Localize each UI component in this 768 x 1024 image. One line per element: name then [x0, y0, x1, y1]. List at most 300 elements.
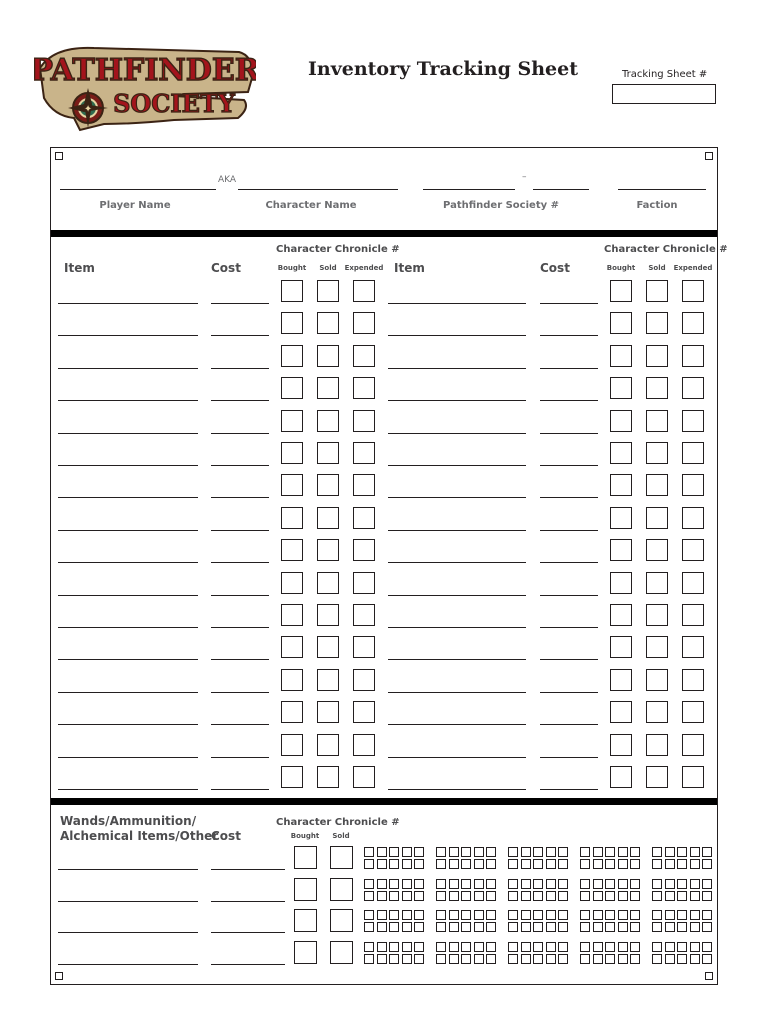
sold-checkbox[interactable]: [317, 474, 339, 496]
item-name-field[interactable]: [58, 335, 198, 336]
bought-checkbox[interactable]: [281, 377, 303, 399]
item-cost-field[interactable]: [211, 595, 269, 596]
charge-checkbox[interactable]: [377, 922, 387, 932]
bought-checkbox[interactable]: [610, 442, 632, 464]
item-name-field[interactable]: [388, 400, 526, 401]
item-cost-field[interactable]: [540, 659, 598, 660]
charge-checkbox[interactable]: [546, 954, 556, 964]
sold-checkbox[interactable]: [317, 572, 339, 594]
charge-checkbox[interactable]: [630, 847, 640, 857]
charge-checkbox[interactable]: [652, 910, 662, 920]
charge-checkbox[interactable]: [449, 879, 459, 889]
charge-checkbox[interactable]: [461, 859, 471, 869]
sold-checkbox[interactable]: [317, 604, 339, 626]
bought-checkbox[interactable]: [610, 410, 632, 432]
sold-checkbox[interactable]: [646, 345, 668, 367]
item-cost-field[interactable]: [540, 692, 598, 693]
item-cost-field[interactable]: [540, 303, 598, 304]
item-cost-field[interactable]: [540, 400, 598, 401]
bought-checkbox[interactable]: [610, 701, 632, 723]
charge-checkbox[interactable]: [580, 879, 590, 889]
player-name-field[interactable]: [60, 189, 216, 190]
charge-checkbox[interactable]: [486, 954, 496, 964]
charge-checkbox[interactable]: [521, 954, 531, 964]
charge-checkbox[interactable]: [605, 954, 615, 964]
charge-checkbox[interactable]: [402, 859, 412, 869]
charge-checkbox[interactable]: [414, 942, 424, 952]
charge-checkbox[interactable]: [461, 879, 471, 889]
bought-checkbox[interactable]: [294, 909, 317, 932]
charge-checkbox[interactable]: [652, 847, 662, 857]
expended-checkbox[interactable]: [682, 572, 704, 594]
charge-checkbox[interactable]: [618, 879, 628, 889]
bought-checkbox[interactable]: [281, 410, 303, 432]
sold-checkbox[interactable]: [317, 312, 339, 334]
charge-checkbox[interactable]: [618, 922, 628, 932]
sold-checkbox[interactable]: [330, 941, 353, 964]
bought-checkbox[interactable]: [281, 280, 303, 302]
charge-checkbox[interactable]: [665, 942, 675, 952]
sold-checkbox[interactable]: [317, 410, 339, 432]
bought-checkbox[interactable]: [281, 345, 303, 367]
bought-checkbox[interactable]: [610, 280, 632, 302]
charge-checkbox[interactable]: [389, 910, 399, 920]
item-name-field[interactable]: [388, 757, 526, 758]
charge-checkbox[interactable]: [702, 922, 712, 932]
charge-checkbox[interactable]: [546, 879, 556, 889]
charge-checkbox[interactable]: [377, 910, 387, 920]
charge-checkbox[interactable]: [474, 847, 484, 857]
charge-checkbox[interactable]: [652, 879, 662, 889]
sold-checkbox[interactable]: [646, 474, 668, 496]
bought-checkbox[interactable]: [610, 604, 632, 626]
expended-checkbox[interactable]: [353, 572, 375, 594]
sold-checkbox[interactable]: [646, 604, 668, 626]
charge-checkbox[interactable]: [486, 847, 496, 857]
charge-checkbox[interactable]: [605, 922, 615, 932]
charge-checkbox[interactable]: [690, 847, 700, 857]
item-name-field[interactable]: [388, 724, 526, 725]
charge-checkbox[interactable]: [508, 859, 518, 869]
charge-checkbox[interactable]: [618, 847, 628, 857]
item-cost-field[interactable]: [211, 724, 269, 725]
sold-checkbox[interactable]: [646, 507, 668, 529]
charge-checkbox[interactable]: [580, 910, 590, 920]
sold-checkbox[interactable]: [317, 669, 339, 691]
expended-checkbox[interactable]: [682, 604, 704, 626]
bought-checkbox[interactable]: [281, 636, 303, 658]
item-name-field[interactable]: [58, 659, 198, 660]
charge-checkbox[interactable]: [474, 922, 484, 932]
expended-checkbox[interactable]: [682, 442, 704, 464]
charge-checkbox[interactable]: [486, 879, 496, 889]
charge-checkbox[interactable]: [630, 954, 640, 964]
item-cost-field[interactable]: [540, 562, 598, 563]
expended-checkbox[interactable]: [353, 669, 375, 691]
item-name-field[interactable]: [388, 789, 526, 790]
charge-checkbox[interactable]: [449, 942, 459, 952]
society-number-prefix-field[interactable]: [423, 189, 515, 190]
charge-checkbox[interactable]: [402, 910, 412, 920]
charge-checkbox[interactable]: [690, 942, 700, 952]
charge-checkbox[interactable]: [402, 922, 412, 932]
charge-checkbox[interactable]: [402, 954, 412, 964]
charge-checkbox[interactable]: [364, 879, 374, 889]
expended-checkbox[interactable]: [353, 507, 375, 529]
consumable-name-field[interactable]: [58, 932, 198, 933]
charge-checkbox[interactable]: [436, 879, 446, 889]
expended-checkbox[interactable]: [682, 539, 704, 561]
charge-checkbox[interactable]: [533, 942, 543, 952]
item-name-field[interactable]: [58, 562, 198, 563]
item-cost-field[interactable]: [211, 692, 269, 693]
charge-checkbox[interactable]: [377, 891, 387, 901]
bought-checkbox[interactable]: [281, 701, 303, 723]
item-cost-field[interactable]: [211, 368, 269, 369]
item-cost-field[interactable]: [540, 465, 598, 466]
item-name-field[interactable]: [388, 595, 526, 596]
charge-checkbox[interactable]: [474, 891, 484, 901]
charge-checkbox[interactable]: [593, 879, 603, 889]
charge-checkbox[interactable]: [436, 859, 446, 869]
charge-checkbox[interactable]: [364, 910, 374, 920]
expended-checkbox[interactable]: [353, 442, 375, 464]
charge-checkbox[interactable]: [508, 891, 518, 901]
charge-checkbox[interactable]: [558, 891, 568, 901]
charge-checkbox[interactable]: [652, 954, 662, 964]
charge-checkbox[interactable]: [508, 954, 518, 964]
charge-checkbox[interactable]: [558, 859, 568, 869]
expended-checkbox[interactable]: [353, 474, 375, 496]
charge-checkbox[interactable]: [364, 954, 374, 964]
charge-checkbox[interactable]: [461, 942, 471, 952]
charge-checkbox[interactable]: [605, 879, 615, 889]
charge-checkbox[interactable]: [449, 922, 459, 932]
item-name-field[interactable]: [388, 303, 526, 304]
charge-checkbox[interactable]: [414, 891, 424, 901]
charge-checkbox[interactable]: [461, 910, 471, 920]
charge-checkbox[interactable]: [377, 879, 387, 889]
charge-checkbox[interactable]: [546, 922, 556, 932]
charge-checkbox[interactable]: [630, 910, 640, 920]
charge-checkbox[interactable]: [389, 847, 399, 857]
charge-checkbox[interactable]: [364, 942, 374, 952]
charge-checkbox[interactable]: [618, 954, 628, 964]
charge-checkbox[interactable]: [508, 942, 518, 952]
charge-checkbox[interactable]: [558, 847, 568, 857]
charge-checkbox[interactable]: [461, 847, 471, 857]
charge-checkbox[interactable]: [702, 859, 712, 869]
charge-checkbox[interactable]: [558, 910, 568, 920]
item-cost-field[interactable]: [540, 595, 598, 596]
expended-checkbox[interactable]: [682, 410, 704, 432]
bought-checkbox[interactable]: [281, 669, 303, 691]
charge-checkbox[interactable]: [618, 891, 628, 901]
charge-checkbox[interactable]: [389, 891, 399, 901]
item-name-field[interactable]: [58, 530, 198, 531]
item-name-field[interactable]: [388, 497, 526, 498]
bought-checkbox[interactable]: [281, 766, 303, 788]
charge-checkbox[interactable]: [389, 954, 399, 964]
charge-checkbox[interactable]: [414, 859, 424, 869]
expended-checkbox[interactable]: [353, 312, 375, 334]
charge-checkbox[interactable]: [605, 859, 615, 869]
charge-checkbox[interactable]: [677, 891, 687, 901]
item-name-field[interactable]: [58, 692, 198, 693]
bought-checkbox[interactable]: [281, 474, 303, 496]
expended-checkbox[interactable]: [682, 507, 704, 529]
item-cost-field[interactable]: [540, 433, 598, 434]
charge-checkbox[interactable]: [546, 891, 556, 901]
charge-checkbox[interactable]: [690, 910, 700, 920]
charge-checkbox[interactable]: [605, 910, 615, 920]
item-name-field[interactable]: [58, 303, 198, 304]
expended-checkbox[interactable]: [682, 345, 704, 367]
bought-checkbox[interactable]: [294, 878, 317, 901]
charge-checkbox[interactable]: [665, 922, 675, 932]
item-cost-field[interactable]: [540, 627, 598, 628]
bought-checkbox[interactable]: [610, 636, 632, 658]
charge-checkbox[interactable]: [702, 847, 712, 857]
item-name-field[interactable]: [388, 335, 526, 336]
sold-checkbox[interactable]: [646, 539, 668, 561]
charge-checkbox[interactable]: [702, 954, 712, 964]
sold-checkbox[interactable]: [646, 280, 668, 302]
charge-checkbox[interactable]: [580, 954, 590, 964]
charge-checkbox[interactable]: [618, 859, 628, 869]
sold-checkbox[interactable]: [317, 507, 339, 529]
charge-checkbox[interactable]: [593, 910, 603, 920]
item-name-field[interactable]: [58, 400, 198, 401]
charge-checkbox[interactable]: [461, 954, 471, 964]
charge-checkbox[interactable]: [677, 910, 687, 920]
item-cost-field[interactable]: [540, 757, 598, 758]
charge-checkbox[interactable]: [630, 942, 640, 952]
charge-checkbox[interactable]: [474, 859, 484, 869]
sold-checkbox[interactable]: [330, 878, 353, 901]
sold-checkbox[interactable]: [330, 909, 353, 932]
expended-checkbox[interactable]: [682, 377, 704, 399]
expended-checkbox[interactable]: [353, 701, 375, 723]
charge-checkbox[interactable]: [677, 922, 687, 932]
charge-checkbox[interactable]: [533, 847, 543, 857]
item-name-field[interactable]: [388, 659, 526, 660]
charge-checkbox[interactable]: [474, 879, 484, 889]
charge-checkbox[interactable]: [449, 859, 459, 869]
charge-checkbox[interactable]: [605, 847, 615, 857]
sold-checkbox[interactable]: [317, 377, 339, 399]
charge-checkbox[interactable]: [558, 954, 568, 964]
charge-checkbox[interactable]: [486, 922, 496, 932]
charge-checkbox[interactable]: [630, 891, 640, 901]
charge-checkbox[interactable]: [521, 859, 531, 869]
charge-checkbox[interactable]: [652, 891, 662, 901]
bought-checkbox[interactable]: [610, 507, 632, 529]
charge-checkbox[interactable]: [702, 942, 712, 952]
charge-checkbox[interactable]: [402, 847, 412, 857]
bought-checkbox[interactable]: [294, 846, 317, 869]
item-cost-field[interactable]: [211, 789, 269, 790]
charge-checkbox[interactable]: [665, 954, 675, 964]
charge-checkbox[interactable]: [605, 891, 615, 901]
charge-checkbox[interactable]: [533, 922, 543, 932]
tracking-sheet-number-field[interactable]: [612, 84, 716, 104]
bought-checkbox[interactable]: [610, 539, 632, 561]
sold-checkbox[interactable]: [646, 572, 668, 594]
charge-checkbox[interactable]: [618, 910, 628, 920]
item-cost-field[interactable]: [211, 562, 269, 563]
item-name-field[interactable]: [58, 789, 198, 790]
bought-checkbox[interactable]: [610, 474, 632, 496]
charge-checkbox[interactable]: [436, 891, 446, 901]
expended-checkbox[interactable]: [353, 377, 375, 399]
charge-checkbox[interactable]: [486, 859, 496, 869]
charge-checkbox[interactable]: [533, 859, 543, 869]
charge-checkbox[interactable]: [580, 847, 590, 857]
charge-checkbox[interactable]: [389, 942, 399, 952]
item-cost-field[interactable]: [211, 757, 269, 758]
charge-checkbox[interactable]: [521, 922, 531, 932]
consumable-cost-field[interactable]: [211, 964, 285, 965]
faction-field[interactable]: [618, 189, 706, 190]
bought-checkbox[interactable]: [281, 539, 303, 561]
bought-checkbox[interactable]: [281, 572, 303, 594]
sold-checkbox[interactable]: [317, 734, 339, 756]
item-cost-field[interactable]: [211, 303, 269, 304]
charge-checkbox[interactable]: [364, 922, 374, 932]
consumable-cost-field[interactable]: [211, 869, 285, 870]
item-cost-field[interactable]: [211, 659, 269, 660]
charge-checkbox[interactable]: [677, 954, 687, 964]
item-cost-field[interactable]: [211, 400, 269, 401]
item-cost-field[interactable]: [211, 465, 269, 466]
charge-checkbox[interactable]: [533, 954, 543, 964]
charge-checkbox[interactable]: [630, 859, 640, 869]
charge-checkbox[interactable]: [377, 954, 387, 964]
item-name-field[interactable]: [58, 497, 198, 498]
item-cost-field[interactable]: [211, 433, 269, 434]
item-name-field[interactable]: [58, 724, 198, 725]
charge-checkbox[interactable]: [593, 942, 603, 952]
charge-checkbox[interactable]: [449, 891, 459, 901]
charge-checkbox[interactable]: [593, 847, 603, 857]
charge-checkbox[interactable]: [546, 942, 556, 952]
charge-checkbox[interactable]: [593, 922, 603, 932]
expended-checkbox[interactable]: [682, 766, 704, 788]
charge-checkbox[interactable]: [402, 879, 412, 889]
charge-checkbox[interactable]: [508, 910, 518, 920]
charge-checkbox[interactable]: [377, 942, 387, 952]
bought-checkbox[interactable]: [610, 734, 632, 756]
charge-checkbox[interactable]: [665, 910, 675, 920]
sold-checkbox[interactable]: [646, 636, 668, 658]
bought-checkbox[interactable]: [281, 442, 303, 464]
sold-checkbox[interactable]: [646, 734, 668, 756]
charge-checkbox[interactable]: [508, 922, 518, 932]
charge-checkbox[interactable]: [414, 922, 424, 932]
item-cost-field[interactable]: [540, 497, 598, 498]
item-name-field[interactable]: [388, 465, 526, 466]
item-name-field[interactable]: [388, 562, 526, 563]
consumable-cost-field[interactable]: [211, 932, 285, 933]
charge-checkbox[interactable]: [546, 847, 556, 857]
sold-checkbox[interactable]: [317, 345, 339, 367]
bought-checkbox[interactable]: [610, 572, 632, 594]
item-cost-field[interactable]: [211, 530, 269, 531]
charge-checkbox[interactable]: [436, 847, 446, 857]
charge-checkbox[interactable]: [521, 879, 531, 889]
charge-checkbox[interactable]: [508, 847, 518, 857]
expended-checkbox[interactable]: [353, 345, 375, 367]
charge-checkbox[interactable]: [630, 879, 640, 889]
expended-checkbox[interactable]: [682, 669, 704, 691]
charge-checkbox[interactable]: [580, 859, 590, 869]
sold-checkbox[interactable]: [317, 636, 339, 658]
charge-checkbox[interactable]: [665, 847, 675, 857]
charge-checkbox[interactable]: [414, 910, 424, 920]
charge-checkbox[interactable]: [474, 954, 484, 964]
charge-checkbox[interactable]: [665, 891, 675, 901]
sold-checkbox[interactable]: [330, 846, 353, 869]
charge-checkbox[interactable]: [652, 942, 662, 952]
item-name-field[interactable]: [58, 627, 198, 628]
item-cost-field[interactable]: [540, 335, 598, 336]
item-cost-field[interactable]: [540, 368, 598, 369]
sold-checkbox[interactable]: [317, 701, 339, 723]
charge-checkbox[interactable]: [436, 954, 446, 964]
charge-checkbox[interactable]: [436, 910, 446, 920]
charge-checkbox[interactable]: [558, 922, 568, 932]
character-name-field[interactable]: [238, 189, 398, 190]
item-name-field[interactable]: [388, 692, 526, 693]
item-name-field[interactable]: [58, 595, 198, 596]
sold-checkbox[interactable]: [317, 539, 339, 561]
charge-checkbox[interactable]: [414, 879, 424, 889]
charge-checkbox[interactable]: [690, 879, 700, 889]
item-cost-field[interactable]: [540, 724, 598, 725]
charge-checkbox[interactable]: [702, 879, 712, 889]
charge-checkbox[interactable]: [533, 879, 543, 889]
charge-checkbox[interactable]: [702, 891, 712, 901]
bought-checkbox[interactable]: [610, 377, 632, 399]
charge-checkbox[interactable]: [364, 891, 374, 901]
charge-checkbox[interactable]: [652, 859, 662, 869]
charge-checkbox[interactable]: [546, 859, 556, 869]
consumable-cost-field[interactable]: [211, 901, 285, 902]
item-cost-field[interactable]: [211, 497, 269, 498]
charge-checkbox[interactable]: [389, 922, 399, 932]
charge-checkbox[interactable]: [652, 922, 662, 932]
charge-checkbox[interactable]: [486, 891, 496, 901]
charge-checkbox[interactable]: [521, 910, 531, 920]
charge-checkbox[interactable]: [364, 847, 374, 857]
item-name-field[interactable]: [58, 433, 198, 434]
consumable-name-field[interactable]: [58, 964, 198, 965]
charge-checkbox[interactable]: [533, 891, 543, 901]
bought-checkbox[interactable]: [610, 766, 632, 788]
charge-checkbox[interactable]: [449, 910, 459, 920]
expended-checkbox[interactable]: [353, 734, 375, 756]
charge-checkbox[interactable]: [702, 910, 712, 920]
sold-checkbox[interactable]: [646, 766, 668, 788]
charge-checkbox[interactable]: [533, 910, 543, 920]
charge-checkbox[interactable]: [414, 954, 424, 964]
charge-checkbox[interactable]: [677, 942, 687, 952]
charge-checkbox[interactable]: [377, 859, 387, 869]
charge-checkbox[interactable]: [486, 910, 496, 920]
expended-checkbox[interactable]: [682, 734, 704, 756]
charge-checkbox[interactable]: [690, 859, 700, 869]
